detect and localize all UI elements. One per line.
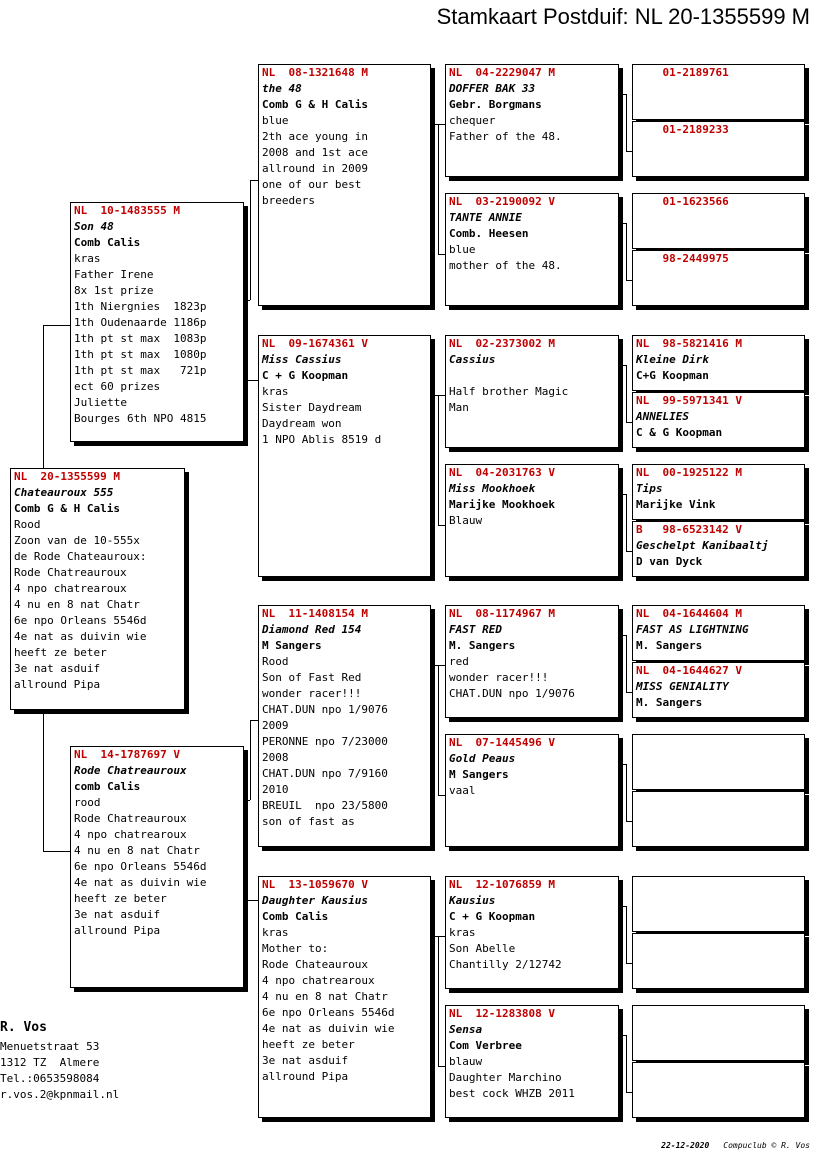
info-line: de Rode Chateauroux: xyxy=(14,550,147,563)
ring-number: NL 20-1355599 M xyxy=(14,470,120,483)
ring-number: NL 98-5821416 M xyxy=(636,337,742,350)
breeder-name: M. Sangers xyxy=(449,639,516,652)
connector-line xyxy=(438,665,439,795)
pigeon-name: Chateauroux 555 xyxy=(14,486,114,499)
info-line: mother of the 48. xyxy=(449,259,562,272)
ancestor-card[interactable] xyxy=(632,662,805,718)
pigeon-name: FAST RED xyxy=(449,623,502,636)
breeder-name: M. Sangers xyxy=(636,639,703,652)
info-line: 4e nat as duivin wie xyxy=(74,876,207,889)
ancestor-card[interactable] xyxy=(632,64,805,120)
pigeon-name: MISS GENIALITY xyxy=(636,680,729,693)
great-grandparent-card[interactable] xyxy=(445,464,619,577)
grandparent-card[interactable] xyxy=(258,335,431,577)
info-line: 2008 and 1st ace xyxy=(262,146,368,159)
connector-line xyxy=(626,1035,627,1092)
owner-block xyxy=(0,1020,119,1103)
pigeon-name: Gold Peaus xyxy=(449,752,516,765)
info-line: allround Pipa xyxy=(14,678,101,691)
parent-card[interactable] xyxy=(70,202,244,442)
breeder-name: Comb Calis xyxy=(74,236,141,249)
info-line: 1th Oudenaarde 1186p xyxy=(74,316,207,329)
info-line: Father of the 48. xyxy=(449,130,562,143)
info-line: allround in 2009 xyxy=(262,162,368,175)
connector-line xyxy=(250,720,258,721)
info-line: Daydream won xyxy=(262,417,342,430)
pigeon-name: ANNELIES xyxy=(636,410,689,423)
ancestor-card[interactable] xyxy=(632,193,805,249)
ancestor-card[interactable] xyxy=(632,933,805,989)
info-line: 1th pt st max 1080p xyxy=(74,348,207,361)
connector-line xyxy=(626,94,627,151)
breeder-name: Com Verbree xyxy=(449,1039,522,1052)
parent-card[interactable] xyxy=(70,746,244,988)
info-line: 2008 xyxy=(262,751,289,764)
info-line: 2009 xyxy=(262,719,289,732)
breeder-name: comb Calis xyxy=(74,780,141,793)
breeder-name: C & G Koopman xyxy=(636,426,723,439)
info-line: CHAT.DUN npo 1/9076 xyxy=(262,703,388,716)
pigeon-name: Miss Cassius xyxy=(262,353,342,366)
footer xyxy=(661,1141,810,1150)
info-line: 2th ace young in xyxy=(262,130,368,143)
info-line: 4 npo chatrearoux xyxy=(74,828,187,841)
info-line: Half brother Magic xyxy=(449,385,569,398)
info-line: Rode Chatreauroux xyxy=(74,812,187,825)
info-line: Son of Fast Red xyxy=(262,671,362,684)
breeder-name: M. Sangers xyxy=(636,696,703,709)
great-grandparent-card[interactable] xyxy=(445,734,619,847)
connector-line xyxy=(244,900,258,901)
info-line: blue xyxy=(262,114,289,127)
info-line: BREUIL npo 23/5800 xyxy=(262,799,388,812)
info-line: best cock WHZB 2011 xyxy=(449,1087,575,1100)
info-line: 6e npo Orleans 5546d xyxy=(262,1006,395,1019)
ring-number: NL 14-1787697 V xyxy=(74,748,180,761)
info-line: blue xyxy=(449,243,476,256)
connector-line xyxy=(43,710,44,851)
owner-city: 1312 TZ Almere xyxy=(0,1056,100,1069)
ring-number: NL 00-1925122 M xyxy=(636,466,742,479)
pigeon-name: Daughter Kausius xyxy=(262,894,368,907)
great-grandparent-card[interactable] xyxy=(445,335,619,448)
connector-line xyxy=(626,365,627,422)
info-line: kras xyxy=(449,926,476,939)
info-line: chequer xyxy=(449,114,496,127)
ring-number: NL 04-1644627 V xyxy=(636,664,742,677)
connector-line xyxy=(250,180,251,300)
ring-number: NL 02-2373002 M xyxy=(449,337,555,350)
great-grandparent-card[interactable] xyxy=(445,193,619,306)
info-line: 4e nat as duivin wie xyxy=(262,1022,395,1035)
pigeon-name: the 48 xyxy=(262,82,302,95)
pigeon-name: Diamond Red 154 xyxy=(262,623,362,636)
info-line: Man xyxy=(449,401,469,414)
ancestor-card[interactable] xyxy=(632,250,805,306)
ring-number: NL 09-1674361 V xyxy=(262,337,368,350)
grandparent-card[interactable] xyxy=(258,64,431,306)
ring-number: NL 13-1059670 V xyxy=(262,878,368,891)
ancestor-card[interactable] xyxy=(632,605,805,661)
breeder-name: Comb. Heesen xyxy=(449,227,529,240)
connector-line xyxy=(438,124,439,254)
great-grandparent-card[interactable] xyxy=(445,1005,619,1118)
breeder-name: C+G Koopman xyxy=(636,369,709,382)
pigeon-name: Kleine Dirk xyxy=(636,353,709,366)
info-line: 4 nu en 8 nat Chatr xyxy=(262,990,388,1003)
connector-line xyxy=(626,280,632,281)
pigeon-name: Tips xyxy=(636,482,663,495)
ancestor-card[interactable] xyxy=(632,464,805,520)
pigeon-name: Son 48 xyxy=(74,220,114,233)
info-line: Sister Daydream xyxy=(262,401,362,414)
info-line: 2010 xyxy=(262,783,289,796)
info-line: kras xyxy=(262,926,289,939)
ring-number: NL 08-1321648 M xyxy=(262,66,368,79)
info-line: one of our best xyxy=(262,178,362,191)
ring-number: NL 12-1076859 M xyxy=(449,878,555,891)
ancestor-card[interactable] xyxy=(632,121,805,177)
grandparent-card[interactable] xyxy=(258,876,431,1118)
great-grandparent-card[interactable] xyxy=(445,876,619,989)
breeder-name: Comb Calis xyxy=(262,910,329,923)
info-line: Son Abelle xyxy=(449,942,516,955)
info-line: Bourges 6th NPO 4815 xyxy=(74,412,207,425)
owner-phone: Tel.:0653598084 xyxy=(0,1072,100,1085)
info-line: 8x 1st prize xyxy=(74,284,154,297)
breeder-name: M Sangers xyxy=(262,639,322,652)
info-line: heeft ze beter xyxy=(74,892,167,905)
breeder-name: Gebr. Borgmans xyxy=(449,98,542,111)
info-line: Daughter Marchino xyxy=(449,1071,562,1084)
ring-number: NL 11-1408154 M xyxy=(262,607,368,620)
ring-number: NL 10-1483555 M xyxy=(74,204,180,217)
info-line: 6e npo Orleans 5546d xyxy=(74,860,207,873)
grandparent-card[interactable] xyxy=(258,605,431,847)
info-line: blauw xyxy=(449,1055,483,1068)
info-line: vaal xyxy=(449,784,476,797)
info-line: PERONNE npo 7/23000 xyxy=(262,735,388,748)
info-line: 1th pt st max 721p xyxy=(74,364,207,377)
connector-line xyxy=(438,1066,445,1067)
info-line: allround Pipa xyxy=(74,924,161,937)
ancestor-card[interactable] xyxy=(632,876,805,932)
pigeon-name: Kausius xyxy=(449,894,496,907)
breeder-name: Marijke Vink xyxy=(636,498,716,511)
info-line: 6e npo Orleans 5546d xyxy=(14,614,147,627)
info-line: rood xyxy=(74,796,101,809)
info-line: 3e nat asduif xyxy=(74,908,161,921)
info-line: Rode Chateauroux xyxy=(262,958,368,971)
connector-line xyxy=(626,1092,632,1093)
info-line: Chantilly 2/12742 xyxy=(449,958,562,971)
connector-line xyxy=(244,300,250,301)
connector-line xyxy=(626,494,627,551)
ancestor-card[interactable] xyxy=(632,1062,805,1118)
ancestor-card[interactable] xyxy=(632,392,805,448)
info-line: Rood xyxy=(14,518,41,531)
connector-line xyxy=(626,151,632,152)
connector-line xyxy=(43,325,44,468)
pigeon-name: DOFFER BAK 33 xyxy=(449,82,536,95)
pigeon-name: Miss Mookhoek xyxy=(449,482,536,495)
connector-line xyxy=(626,223,627,280)
connector-line xyxy=(43,325,70,326)
page-title: Stamkaart Postduif: NL 20-1355599 M xyxy=(436,4,810,29)
ring-number: NL 08-1174967 M xyxy=(449,607,555,620)
info-line: CHAT.DUN npo 1/9076 xyxy=(449,687,575,700)
info-line: 4 nu en 8 nat Chatr xyxy=(14,598,140,611)
connector-line xyxy=(43,851,70,852)
info-line: breeders xyxy=(262,194,315,207)
pigeon-name: Geschelpt Kanibaaltj xyxy=(636,539,769,552)
connector-line xyxy=(626,692,632,693)
ring-number: NL 04-2229047 M xyxy=(449,66,555,79)
connector-line xyxy=(626,963,632,964)
info-line: 4e nat as duivin wie xyxy=(14,630,147,643)
ring-number: 01-1623566 xyxy=(636,195,729,208)
connector-line xyxy=(438,936,439,1066)
ring-number: 01-2189233 xyxy=(636,123,729,136)
pigeon-name: Rode Chatreauroux xyxy=(74,764,187,777)
info-line: Rood xyxy=(262,655,289,668)
footer-credit: Compuclub © R. Vos xyxy=(723,1141,810,1150)
ancestor-card[interactable] xyxy=(632,521,805,577)
pigeon-name: FAST AS LIGHTNING xyxy=(636,623,749,636)
info-line: heeft ze beter xyxy=(14,646,107,659)
ring-number: 01-2189761 xyxy=(636,66,729,79)
info-line: kras xyxy=(262,385,289,398)
connector-line xyxy=(626,635,627,692)
connector-line xyxy=(626,906,627,963)
pigeon-name: Sensa xyxy=(449,1023,483,1036)
owner-email: r.vos.2@kpnmail.nl xyxy=(0,1088,120,1101)
info-line: 3e nat asduif xyxy=(262,1054,349,1067)
info-line: son of fast as xyxy=(262,815,355,828)
breeder-name: M Sangers xyxy=(449,768,509,781)
ring-number: NL 99-5971341 V xyxy=(636,394,742,407)
info-line: Father Irene xyxy=(74,268,154,281)
ring-number: B 98-6523142 V xyxy=(636,523,742,536)
info-line: wonder racer!!! xyxy=(262,687,362,700)
ring-number: NL 07-1445496 V xyxy=(449,736,555,749)
ring-number: 98-2449975 xyxy=(636,252,729,265)
owner-address: Menuetstraat 53 xyxy=(0,1040,100,1053)
ring-number: NL 04-2031763 V xyxy=(449,466,555,479)
info-line: 1th Niergnies 1823p xyxy=(74,300,207,313)
connector-line xyxy=(438,795,445,796)
breeder-name: Comb G & H Calis xyxy=(262,98,368,111)
pigeon-name: TANTE ANNIE xyxy=(449,211,522,224)
subject-card[interactable] xyxy=(10,468,185,710)
info-line: wonder racer!!! xyxy=(449,671,549,684)
breeder-name: C + G Koopman xyxy=(262,369,349,382)
info-line: 3e nat asduif xyxy=(14,662,101,675)
info-line: CHAT.DUN npo 7/9160 xyxy=(262,767,388,780)
ring-number: NL 04-1644604 M xyxy=(636,607,742,620)
breeder-name: C + G Koopman xyxy=(449,910,536,923)
connector-line xyxy=(626,764,627,821)
connector-line xyxy=(244,800,250,801)
info-line: red xyxy=(449,655,469,668)
info-line: 1th pt st max 1083p xyxy=(74,332,207,345)
ring-number: NL 12-1283808 V xyxy=(449,1007,555,1020)
info-line: allround Pipa xyxy=(262,1070,349,1083)
great-grandparent-card[interactable] xyxy=(445,605,619,718)
info-line xyxy=(449,368,615,384)
connector-line xyxy=(244,380,258,381)
ancestor-card[interactable] xyxy=(632,734,805,790)
info-line: Rode Chatreauroux xyxy=(14,566,127,579)
ancestor-card[interactable] xyxy=(632,791,805,847)
info-line: 4 npo chatrearoux xyxy=(262,974,375,987)
ring-number: NL 03-2190092 V xyxy=(449,195,555,208)
info-line: Zoon van de 10-555x xyxy=(14,534,140,547)
info-line: 1 NPO Ablis 8519 d xyxy=(262,433,382,446)
info-line: ect 60 prizes xyxy=(74,380,161,393)
connector-line xyxy=(626,821,632,822)
breeder-name: D van Dyck xyxy=(636,555,703,568)
info-line: 4 nu en 8 nat Chatr xyxy=(74,844,200,857)
great-grandparent-card[interactable] xyxy=(445,64,619,177)
owner-name: R. Vos xyxy=(0,1020,47,1035)
info-line: Juliette xyxy=(74,396,127,409)
info-line: kras xyxy=(74,252,101,265)
connector-line xyxy=(626,422,632,423)
connector-line xyxy=(438,525,445,526)
info-line: Mother to: xyxy=(262,942,329,955)
info-line: 4 npo chatrearoux xyxy=(14,582,127,595)
connector-line xyxy=(626,551,632,552)
connector-line xyxy=(250,720,251,800)
connector-line xyxy=(438,395,439,525)
pigeon-name: Cassius xyxy=(449,353,496,366)
ancestor-card[interactable] xyxy=(632,335,805,391)
footer-date: 22-12-2020 xyxy=(661,1141,710,1150)
info-line: Blauw xyxy=(449,514,483,527)
info-line: heeft ze beter xyxy=(262,1038,355,1051)
connector-line xyxy=(438,254,445,255)
breeder-name: Marijke Mookhoek xyxy=(449,498,555,511)
breeder-name: Comb G & H Calis xyxy=(14,502,120,515)
ancestor-card[interactable] xyxy=(632,1005,805,1061)
connector-line xyxy=(250,180,258,181)
